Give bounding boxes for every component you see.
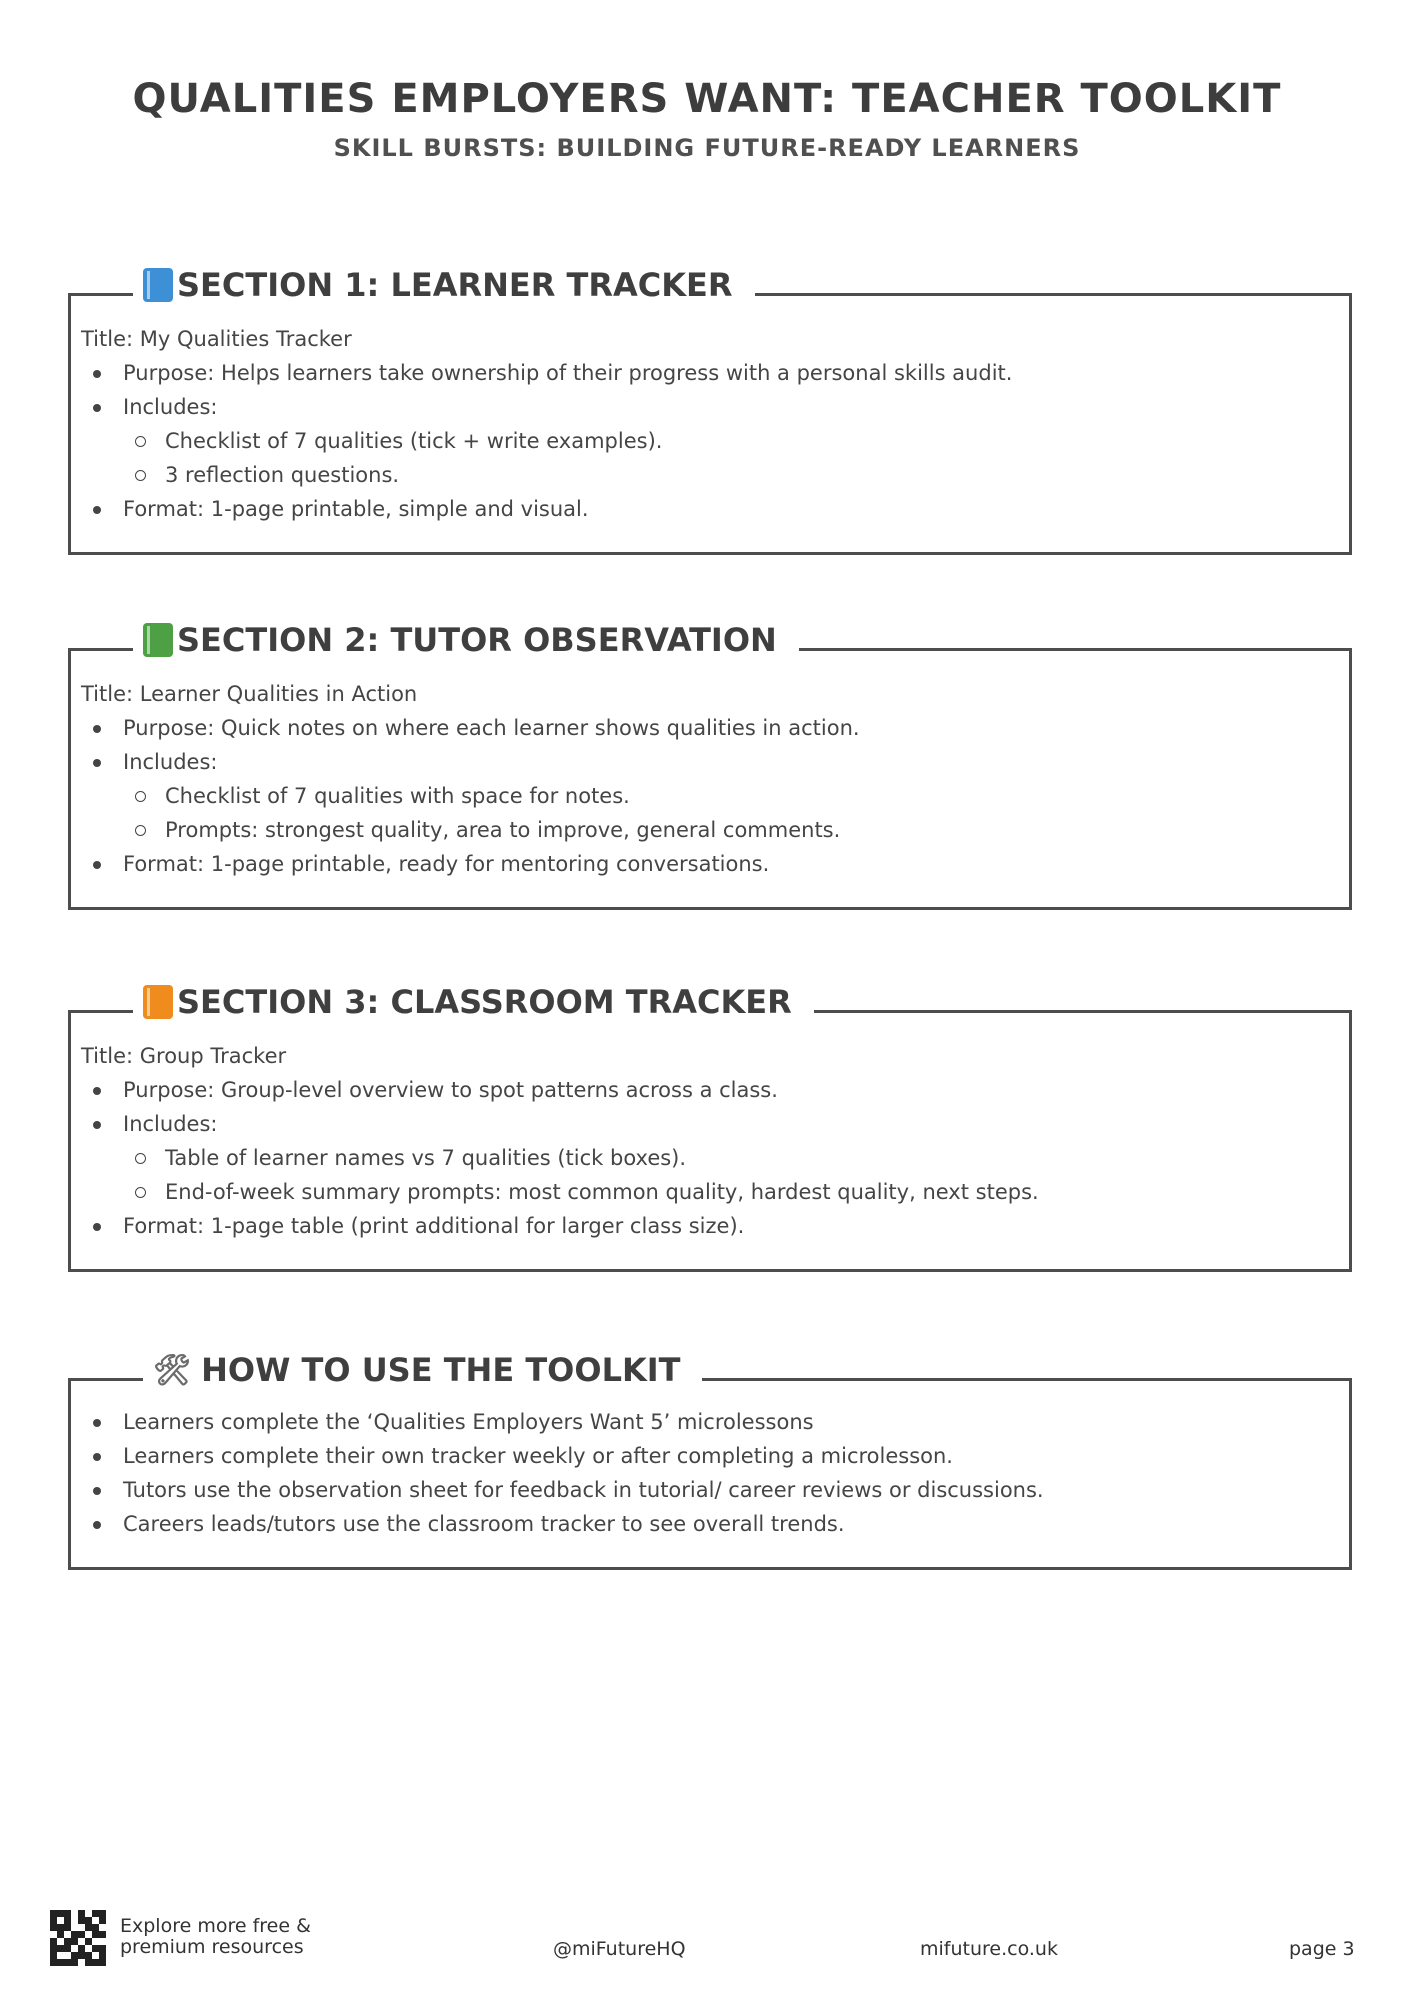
section-title-line: Title: My Qualities Tracker bbox=[81, 327, 352, 351]
list-item: Checklist of 7 qualities with space for notes. bbox=[123, 779, 1349, 813]
includes-list bbox=[123, 779, 1349, 847]
list-item: Tutors use the observation sheet for feedback in tutorial/ career reviews or discussions. bbox=[81, 1473, 1349, 1507]
section-heading bbox=[143, 1351, 702, 1389]
section-learner-tracker bbox=[68, 266, 1352, 555]
section-heading bbox=[133, 621, 799, 659]
explore-resources-text bbox=[120, 1916, 311, 1958]
section-how-to-use bbox=[68, 1351, 1352, 1570]
list-item-purpose: Purpose: Helps learners take ownership of their progress with a personal skills audit. bbox=[81, 356, 1349, 390]
list-item: End-of-week summary prompts: most common quality, hardest quality, next steps. bbox=[123, 1175, 1349, 1209]
section-body bbox=[71, 651, 1349, 881]
list-item-includes bbox=[81, 745, 1349, 847]
includes-list bbox=[123, 1141, 1349, 1209]
list-item-format: Format: 1-page printable, simple and visual. bbox=[81, 492, 1349, 526]
list-item: Checklist of 7 qualities (tick + write examples). bbox=[123, 424, 1349, 458]
section-heading-text: SECTION 1: LEARNER TRACKER bbox=[177, 266, 733, 304]
section-heading-text: SECTION 2: TUTOR OBSERVATION bbox=[177, 621, 777, 659]
section-body bbox=[71, 1013, 1349, 1243]
hammer-and-wrench-icon: 🛠 bbox=[153, 1352, 192, 1388]
page-footer bbox=[0, 1910, 1414, 1970]
page-title: QUALITIES EMPLOYERS WANT: TEACHER TOOLKIT bbox=[132, 76, 1282, 122]
section-title-line: Title: Learner Qualities in Action bbox=[81, 682, 418, 706]
list-item: Table of learner names vs 7 qualities (tick boxes). bbox=[123, 1141, 1349, 1175]
section-heading bbox=[133, 266, 755, 304]
includes-label: Includes: bbox=[123, 750, 218, 774]
orange-book-icon bbox=[143, 985, 173, 1019]
qr-code-icon[interactable] bbox=[50, 1910, 106, 1966]
section-tutor-observation bbox=[68, 621, 1352, 910]
page-number: page 3 bbox=[1289, 1938, 1355, 1960]
section-body bbox=[71, 296, 1349, 526]
list-item-includes bbox=[81, 1107, 1349, 1209]
section-classroom-tracker bbox=[68, 983, 1352, 1272]
includes-label: Includes: bbox=[123, 395, 218, 419]
list-item: Careers leads/tutors use the classroom tracker to see overall trends. bbox=[81, 1507, 1349, 1541]
includes-list bbox=[123, 424, 1349, 492]
section-list bbox=[81, 1405, 1349, 1541]
section-heading-text: SECTION 3: CLASSROOM TRACKER bbox=[177, 983, 792, 1021]
blue-book-icon bbox=[143, 268, 173, 302]
website-link[interactable]: mifuture.co.uk bbox=[920, 1938, 1058, 1960]
page-header bbox=[0, 76, 1414, 162]
section-heading-text: HOW TO USE THE TOOLKIT bbox=[201, 1351, 681, 1389]
green-book-icon bbox=[143, 623, 173, 657]
list-item: Learners complete the ‘Qualities Employers Want 5’ microlessons bbox=[81, 1405, 1349, 1439]
section-title-line: Title: Group Tracker bbox=[81, 1044, 287, 1068]
explore-line-1: Explore more free & bbox=[120, 1915, 311, 1937]
list-item-format: Format: 1-page printable, ready for mentoring conversations. bbox=[81, 847, 1349, 881]
includes-label: Includes: bbox=[123, 1112, 218, 1136]
list-item-purpose: Purpose: Quick notes on where each learner shows qualities in action. bbox=[81, 711, 1349, 745]
list-item-includes bbox=[81, 390, 1349, 492]
section-heading bbox=[133, 983, 814, 1021]
section-body bbox=[71, 1381, 1349, 1541]
list-item-format: Format: 1-page table (print additional for larger class size). bbox=[81, 1209, 1349, 1243]
page-subtitle: SKILL BURSTS: BUILDING FUTURE-READY LEARNERS bbox=[333, 134, 1081, 162]
list-item: Learners complete their own tracker weekly or after completing a microlesson. bbox=[81, 1439, 1349, 1473]
list-item: 3 reflection questions. bbox=[123, 458, 1349, 492]
section-list bbox=[81, 711, 1349, 881]
list-item: Prompts: strongest quality, area to improve, general comments. bbox=[123, 813, 1349, 847]
explore-line-2: premium resources bbox=[120, 1936, 304, 1958]
list-item-purpose: Purpose: Group-level overview to spot patterns across a class. bbox=[81, 1073, 1349, 1107]
social-handle: @miFutureHQ bbox=[553, 1938, 686, 1960]
section-list bbox=[81, 356, 1349, 526]
section-list bbox=[81, 1073, 1349, 1243]
